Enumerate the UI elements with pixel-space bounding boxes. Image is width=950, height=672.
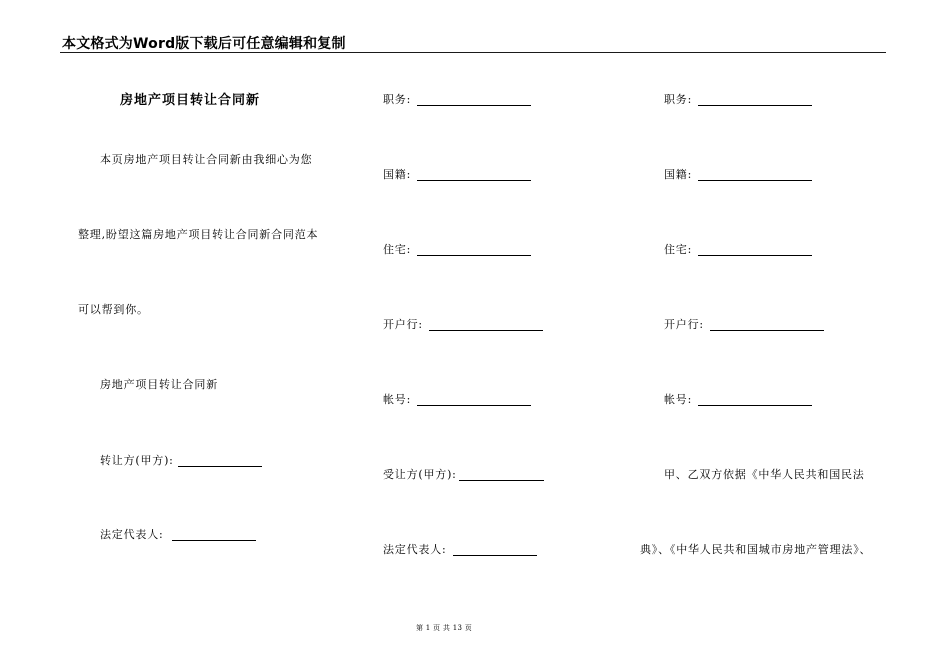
transferee-field: [383, 467, 547, 483]
right-bank-label: 开户行:: [664, 318, 704, 331]
document-title: 房地产项目转让合同新: [120, 93, 261, 108]
middle-legal-rep-label: 法定代表人:: [383, 543, 447, 556]
header-rule: [60, 52, 886, 53]
right-body-line-1: 甲、乙双方依据《中华人民共和国民法: [664, 468, 865, 481]
middle-bank-label: 开户行:: [383, 318, 423, 331]
right-position-field: [664, 92, 814, 108]
right-account-label: 帐号:: [664, 393, 693, 406]
middle-bank-field: [383, 317, 545, 333]
intro-line-3: 可以帮到你。: [78, 303, 149, 316]
middle-account-label: 帐号:: [383, 393, 412, 406]
middle-residence-blank-line: [417, 255, 531, 256]
middle-account-field: [383, 392, 533, 408]
right-account-blank-line: [698, 405, 812, 406]
left-legal-rep-label: 法定代表人:: [100, 528, 164, 541]
right-nationality-label: 国籍:: [664, 168, 693, 181]
right-body-line-2: 典》、《中华人民共和国城市房地产管理法》、: [640, 543, 872, 556]
middle-nationality-blank-line: [417, 180, 531, 181]
middle-legal-rep-field: [383, 542, 539, 558]
intro-line-1: 本页房地产项目转让合同新由我细心为您: [100, 153, 313, 166]
middle-nationality-label: 国籍:: [383, 168, 412, 181]
middle-residence-label: 住宅:: [383, 243, 412, 256]
right-position-blank-line: [698, 105, 812, 106]
middle-position-blank-line: [417, 105, 531, 106]
page-number-footer: 第 1 页 共 13 页: [415, 624, 473, 632]
right-nationality-field: [664, 167, 814, 183]
middle-position-field: [383, 92, 533, 108]
intro-line-2: 整理,盼望这篇房地产项目转让合同新合同范本: [78, 228, 319, 241]
right-position-label: 职务:: [664, 93, 693, 106]
transferor-field: [100, 453, 270, 469]
middle-position-label: 职务:: [383, 93, 412, 106]
right-residence-label: 住宅:: [664, 243, 693, 256]
right-residence-field: [664, 242, 814, 258]
left-legal-rep-field: [100, 527, 260, 543]
transferor-label: 转让方(甲方):: [100, 454, 174, 467]
right-residence-blank-line: [698, 255, 812, 256]
page-header-title: 本文格式为Word版下载后可任意编辑和复制: [62, 36, 346, 52]
contract-subtitle: 房地产项目转让合同新: [100, 378, 218, 391]
middle-bank-blank-line: [429, 330, 543, 331]
left-legal-rep-blank-line: [172, 540, 256, 541]
transferor-blank-line: [178, 466, 262, 467]
middle-residence-field: [383, 242, 533, 258]
middle-legal-rep-blank-line: [453, 555, 537, 556]
middle-nationality-field: [383, 167, 533, 183]
transferee-blank-line: [459, 480, 544, 481]
right-account-field: [664, 392, 814, 408]
right-bank-blank-line: [710, 330, 824, 331]
right-bank-field: [664, 317, 826, 333]
transferee-label: 受让方(甲方):: [383, 468, 457, 481]
middle-account-blank-line: [417, 405, 531, 406]
right-nationality-blank-line: [698, 180, 812, 181]
